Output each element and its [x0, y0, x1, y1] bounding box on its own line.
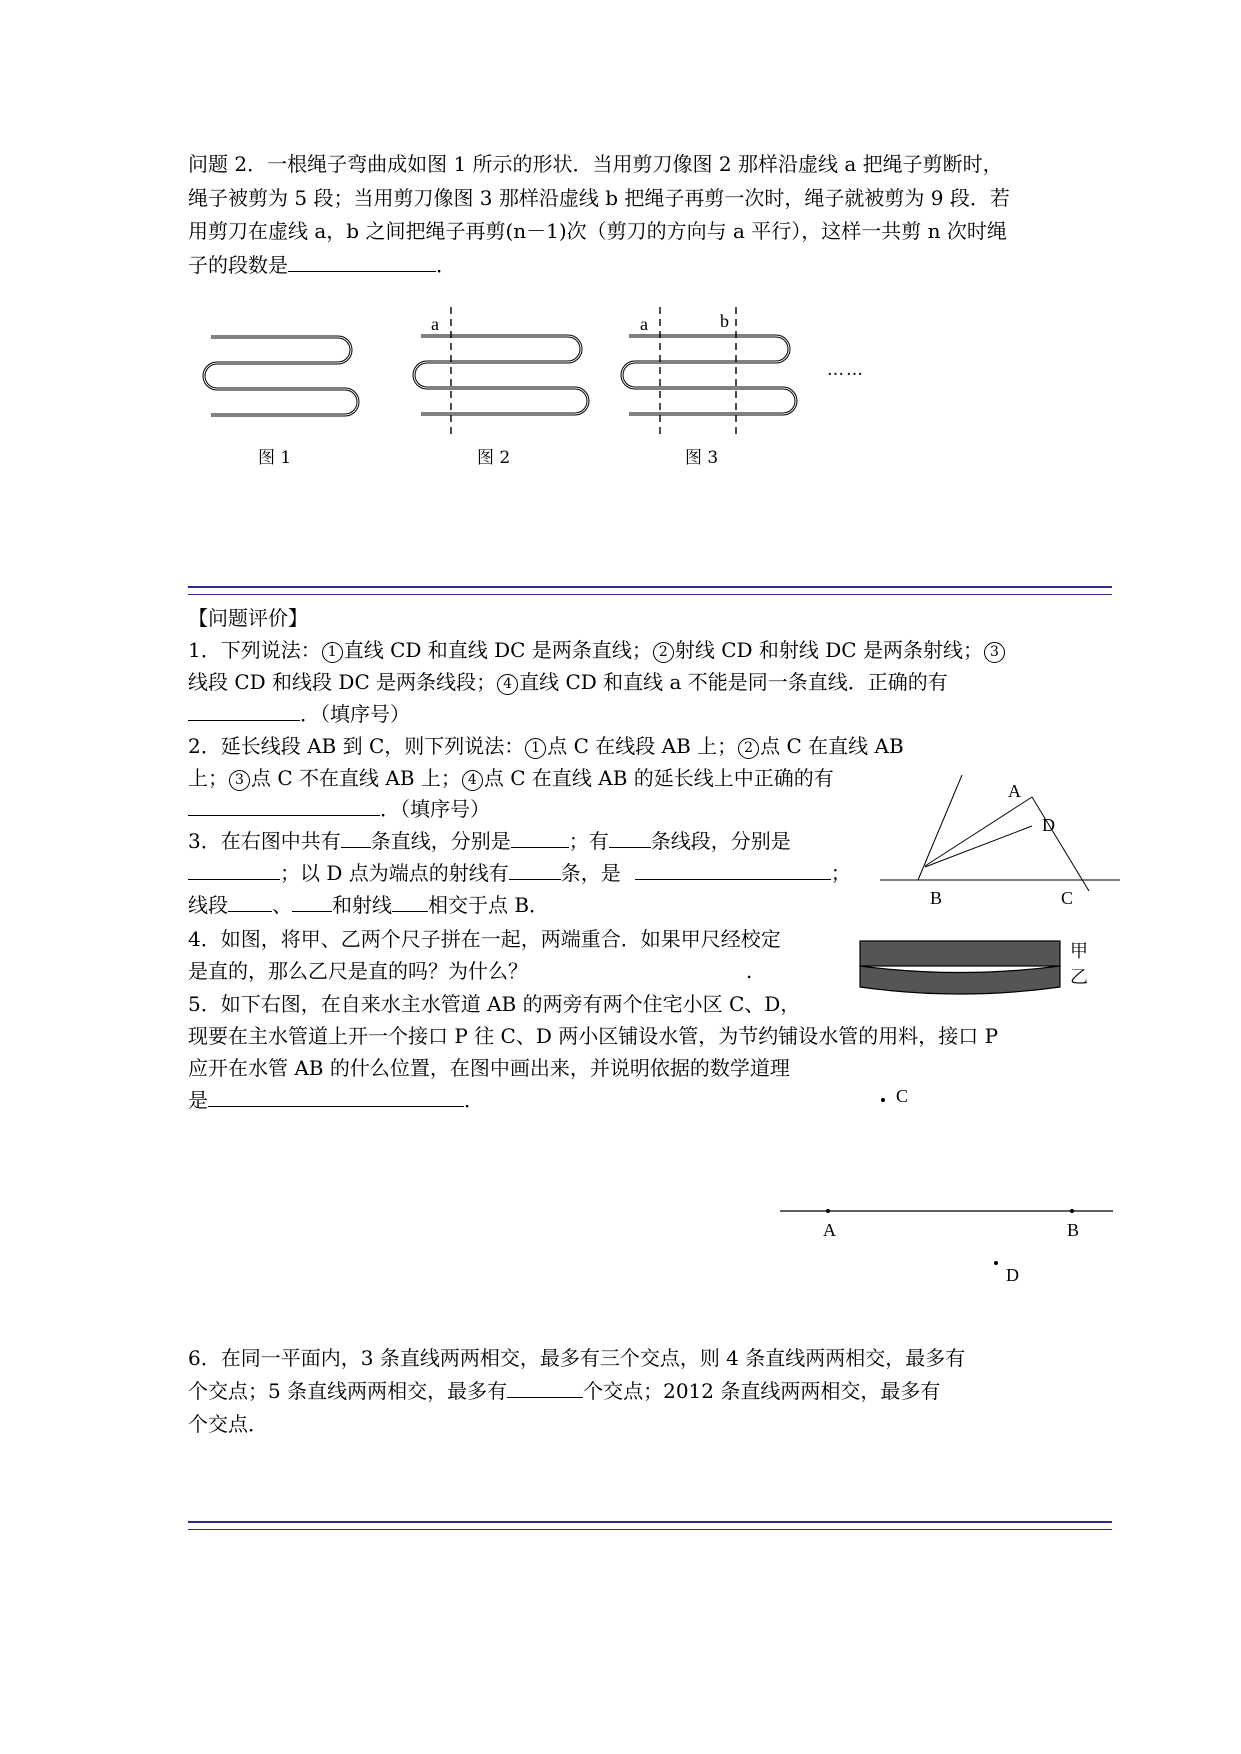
point-c	[881, 1098, 885, 1102]
answer-blank[interactable]	[188, 861, 280, 880]
figure-3-rope-cut-ab	[608, 305, 808, 440]
answer-blank[interactable]	[509, 861, 561, 880]
q2-line2: 上； 3 点 C 不在直线 AB 上； 4 点 C 在直线 AB 的延长线上中正确的有	[188, 766, 834, 790]
label-yi: 乙	[1070, 967, 1088, 988]
q3-figure-lines	[880, 775, 1140, 915]
point-label-b: B	[930, 888, 943, 908]
point-label-c: C	[1061, 888, 1074, 908]
q5-line2: 现要在主水管道上开一个接口 P 往 C、D 两小区铺设水管，为节约铺设水管的用料，接口 P	[188, 1024, 999, 1048]
problem2-line1: 问题 2．一根绳子弯曲成如图 1 所示的形状．当用剪刀像图 2 那样沿虚线 a 把绳子剪断时，	[188, 152, 1003, 176]
figure-2-caption: 图 2	[477, 448, 511, 468]
problem2-line3: 用剪刀在虚线 a，b 之间把绳子再剪(n－1)次（剪刀的方向与 a 平行），这样一共剪 n 次时绳	[188, 219, 1007, 243]
q4-line2: 是直的，那么乙尺是直的吗？为什么？ .	[188, 959, 753, 983]
circled-number: 2	[653, 642, 674, 663]
answer-blank[interactable]	[507, 1379, 583, 1398]
q5-line3: 应开在水管 AB 的什么位置，在图中画出来，并说明依据的数学道理	[188, 1056, 790, 1080]
q5-line4: 是 ．	[188, 1088, 484, 1112]
ruler-jia	[860, 941, 1060, 966]
circled-number: 1	[322, 642, 343, 663]
q1-line3: ．（填序号）	[188, 702, 410, 726]
q2-line1: 2．延长线段 AB 到 C，则下列说法： 1 点 C 在线段 AB 上； 2 点 C 在直线 AB	[188, 734, 904, 758]
answer-blank[interactable]	[288, 253, 436, 272]
answer-blank[interactable]	[208, 1088, 464, 1107]
point-label-b: B	[1067, 1220, 1080, 1240]
answer-blank[interactable]	[635, 861, 831, 880]
answer-blank[interactable]	[188, 797, 380, 816]
q4-figure-rulers	[855, 935, 1065, 995]
problem2-line4: 子的段数是 ．	[188, 253, 456, 277]
point-b	[1070, 1209, 1074, 1213]
circled-number: 2	[738, 738, 759, 759]
point-label-a: A	[1008, 781, 1021, 801]
divider-footer-bottom	[188, 1529, 1112, 1530]
answer-blank[interactable]	[609, 829, 651, 848]
evaluation-heading: 【问题评价】	[188, 606, 308, 630]
q5-figure-pipe	[775, 1080, 1115, 1300]
figure-3-caption: 图 3	[685, 448, 719, 468]
q4-line1: 4．如图，将甲、乙两个尺子拼在一起，两端重合．如果甲尺经校定	[188, 927, 781, 951]
answer-blank[interactable]	[392, 893, 428, 912]
q3-line1: 3．在右图中共有 条直线，分别是 ；有 条线段，分别是	[188, 829, 791, 853]
label-jia: 甲	[1070, 941, 1088, 962]
figure-2-rope-cut-a	[400, 305, 600, 440]
point-label-c: C	[896, 1086, 909, 1106]
divider-bottom	[188, 594, 1112, 595]
problem2-title: 问题 2．	[188, 152, 268, 176]
q3-line2: ；以 D 点为端点的射线有 条，是 ；	[188, 861, 851, 885]
ellipsis: ……	[827, 360, 865, 380]
q2-line3: ．（填序号）	[188, 797, 490, 821]
divider-footer-top	[188, 1521, 1112, 1523]
answer-blank[interactable]	[228, 893, 272, 912]
q1-line1: 1．下列说法： 1 直线 CD 和直线 DC 是两条直线； 2 射线 CD 和射线 DC 是两条射线； 3	[188, 638, 1006, 663]
q5-line1: 5．如下右图，在自来水主水管道 AB 的两旁有两个住宅小区 C、D，	[188, 992, 801, 1016]
point-d	[994, 1261, 998, 1265]
point-a	[826, 1209, 830, 1213]
q3-line3: 线段 、 和射线 相交于点 B．	[188, 893, 550, 917]
answer-blank[interactable]	[341, 829, 371, 848]
point-label-d: D	[1006, 1265, 1019, 1285]
ruler-yi	[860, 966, 1060, 994]
circled-number: 4	[462, 770, 483, 791]
circled-number: 1	[525, 738, 546, 759]
q1-line2: 线段 CD 和线段 DC 是两条线段； 4 直线 CD 和直线 a 不能是同一条直线．正确的有	[188, 670, 948, 694]
point-label-d: D	[1042, 815, 1055, 835]
answer-blank[interactable]	[292, 893, 332, 912]
figure-1-caption: 图 1	[258, 448, 292, 468]
figure-1-rope	[190, 330, 380, 430]
problem2-line2: 绳子被剪为 5 段；当用剪刀像图 3 那样沿虚线 b 把绳子再剪一次时，绳子就被剪为 9 段．若	[188, 186, 1010, 210]
divider-top	[188, 586, 1112, 588]
point-label-a: A	[823, 1220, 836, 1240]
q6-line1: 6．在同一平面内，3 条直线两两相交，最多有三个交点，则 4 条直线两两相交，最多有	[188, 1346, 966, 1370]
answer-blank[interactable]	[511, 829, 569, 848]
label-a: a	[431, 314, 439, 334]
answer-blank[interactable]	[188, 702, 300, 721]
circled-number: 4	[497, 674, 518, 695]
circled-number: 3	[984, 642, 1005, 663]
q6-line3: 个交点．	[188, 1412, 268, 1436]
circled-number: 3	[229, 770, 250, 791]
label-a: a	[640, 314, 648, 334]
q6-line2: 个交点；5 条直线两两相交，最多有 个交点；2012 条直线两两相交，最多有	[188, 1379, 941, 1403]
label-b: b	[720, 311, 729, 331]
